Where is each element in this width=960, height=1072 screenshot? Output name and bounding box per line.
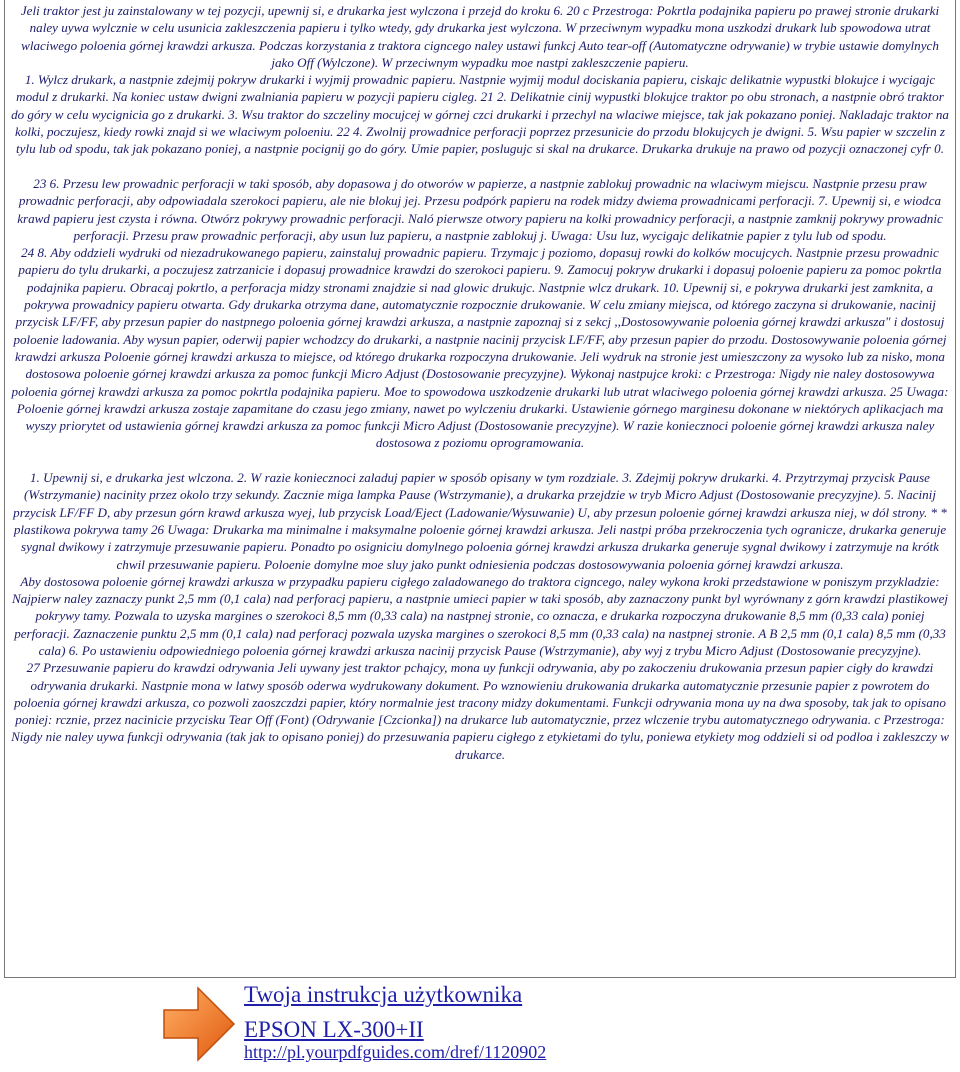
paragraph-2: 1. Wylcz drukark, a nastpnie zdejmij pokryw drukarki i wyjmij prowadnic papieru. Nastpnie wyjmij modul dociskania papieru, ciskajc delikatnie wypustki blokujce i wycigajc modul z drukarki. Na koniec ustaw dwigni zwalniania papieru w pozycji papieru cigleg. 21 2. Delikatnie cinij wypustki blokujce traktor po obu stronach, a nastpnie obró traktor do góry w celu wycignicia go z drukarki. 3. Wsu traktor do szczeliny mocujcej w górnej czci drukarki i przechyl na wlaciwe miejsce, tak jak pokazano poniej. Nakladajc traktor na kolki, poczujesz, kiedy rowki znajd si we wlaciwym poloeniu. 22 4. Zwolnij prowadnice perforacji poprzez przesunicie do przodu blokujcych je dwigni. 5. Wsu papier w szczelin z tylu lub od spodu, tak jak pokazano poniej, a nastpnie pocignij go do góry. Umie papier, poslugujc si skal na drukarce. Drukarka drukuje na prawo od pozycji oznaczonej cyfr 0. [11, 72, 949, 157]
footer [158, 978, 958, 1072]
paragraph-gap [9, 452, 951, 469]
paragraph-4: 24 8. Aby oddzieli wydruki od niezadrukowanego papieru, zainstaluj prowadnic papieru. Trzymajc j poziomo, dopasuj rowki do kolków mocujcych. Nastpnie przesu prowadnic papieru do tylu drukarki, a poczujesz zatrzanicie i dopasuj prowadnice krawdzi do szerokoci papieru. 9. Zamocuj pokryw drukarki i dopasuj poloenie papieru za pomoc pokrtla podajnika papieru. Obracaj pokrtlo, a perforacja midzy stronami znajdzie si nad glowic drukujc. Nastpnie wlcz drukark. 10. Upewnij si, e pokrywa drukarki jest zamknita, a pokrywa prowadnicy papieru otwarta. Gdy drukarka otrzyma dane, automatycznie rozpocznie drukowanie. W celu zmiany miejsca, od którego zaczyna si drukowanie, nacinij przycisk LF/FF, aby przesun papier do nastpnego poloenia górnej krawdzi arkusza, a nastpnie zapoznaj si z sekcj ,,Dostosowywanie poloenia górnej krawdzi arkusza" i dostosuj poloenie ladowania. Aby wysun papier, oderwij papier wchodzcy do drukarki, a nastpnie nacinij przycisk LF/FF, aby przesun papier do przodu. Dostosowywanie poloenia górnej krawdzi arkusza Poloenie górnej krawdzi arkusza to miejsce, od którego drukarka rozpoczyna drukowanie. Jeli wydruk na stronie jest umieszczony za wysoko lub za nisko, mona dostosowa poloenie górnej krawdzi arkusza za pomoc funkcji Micro Adjust (Dostosowanie precyzyjne). Wykonaj nastpujce kroki: c Przestroga: Nigdy nie naley dostosowywa poloenia górnej krawdzi arkusza za pomoc pokrtla podajnika papieru. Moe to spowodowa uszkodzenie drukarki lub utrat wlaciwego poloenia górnej krawdzi arkusza. 25 Uwaga: Poloenie górnej krawdzi arkusza zostaje zapamitane do czasu jego zmiany, nawet po wylczeniu drukarki. Ustawienie górnego marginesu dokonane w niektórych aplikacjach ma wyszy priorytet od ustawienia górnej krawdzi arkusza za pomoc funkcji Micro Adjust (Dostosowanie precyzyjne). W razie koniecznoci poloenie górnej krawdzi arkusza naley dostosowa z poziomu oprogramowania. [11, 245, 949, 451]
paragraph-7: 27 Przesuwanie papieru do krawdzi odrywania Jeli uywany jest traktor pchajcy, mona uy funkcji odrywania, aby po zakoczeniu drukowania przesun papier cigły do krawdzi odrywania drukarki. Nastpnie mona w latwy sposób oderwa wydrukowany dokument. Po wznowieniu drukowania drukarka automatycznie przesunie papier z powrotem do poloenia górnej krawdzi arkusza, co pozwoli zaoszczdzi papier, który normalnie jest tracony midzy dokumentami. Funkcji odrywania mona uy na dwa sposoby, tak jak to opisano poniej: rcznie, przez nacinicie przycisku Tear Off (Font) (Odrywanie [Czcionka]) na drukarce lub automatycznie, przez wlczenie trybu automatycznego odrywania. c Przestroga: Nigdy nie naley uywa funkcji odrywania (tak jak to opisano poniej) do przesuwania papieru cigłego z etykietami do tylu, poniewa etykiety mog oddzieli si od podloa i zakleszczy w drukarce. [11, 660, 949, 762]
manual-title-link[interactable]: Twoja instrukcja użytkownika [244, 982, 523, 1007]
paragraph-6: Aby dostosowa poloenie górnej krawdzi arkusza w przypadku papieru cigłego zaladowanego do traktora cigncego, naley wykona kroki przedstawione w poniszym przykladzie: Najpierw naley zaznaczy punkt 2,5 mm (0,1 cala) nad perforacj papieru, a nastpnie umieci papier w taki sposób, aby zaznaczony punkt byl wyrównany z górn krawdzi plastikowej pokrywy tamy. Pozwala to uzyska margines o szerokoci 8,5 mm (0,33 cala) na nastpnej stronie, co oznacza, e drukarka rozpoczyna drukowanie 8,5 mm (0,33 cala) poniej perforacji. Zaznaczenie punktu 2,5 mm (0,1 cala) nad perforacj pozwala uzyska margines o szerokoci 8,5 mm (0,33 cala) na nastpnej stronie. A B 2,5 mm (0,1 cala) 8,5 mm (0,33 cala) 6. Po ustawieniu odpowiedniego poloenia górnej krawdzi arkusza nacinij przycisk Pause (Wstrzymanie), aby wyj z trybu Micro Adjust (Dostosowanie precyzyjne). [11, 573, 949, 658]
paragraph-3: 23 6. Przesu lew prowadnic perforacji w taki sposób, aby dopasowa j do otworów w papierze, a nastpnie zablokuj prowadnic na wlaciwym miejscu. Nastpnie przesu praw prowadnic perforacji, aby odpowiadala szerokoci papieru, ale nie blokuj jej. Przesu podpórk papieru na rodek midzy dwiema prowadnicami perforacji. 7. Upewnij si, e wiodca krawd papieru jest czysta i równa. Otwórz pokrywy prowadnic perforacji. Naló pierwsze otwory papieru na kolki prowadnicy perforacji, a nastpnie zamknij pokrywy prowadnic perforacji. Przesu praw prowadnic perforacji, aby usun luz papieru, a nastpnie zablokuj j. Uwaga: Usu luz, wycigajc delikatnie papier z tylu lub od spodu. [17, 175, 943, 243]
document-page [4, 0, 956, 978]
model-link[interactable]: EPSON LX-300+II [244, 1017, 424, 1042]
orange-arrow-icon [158, 980, 238, 1068]
url-link[interactable]: http://pl.yourpdfguides.com/dref/1120902 [244, 1042, 547, 1062]
paragraph-gap [9, 158, 951, 175]
paragraph-1: Jeli traktor jest ju zainstalowany w tej pozycji, upewnij si, e drukarka jest wylczona i przejd do kroku 6. 20 c Przestroga: Pokrtla podajnika papieru po prawej stronie drukarki naley uywa wylcznie w celu usunicia zakleszczenia papieru i tylko wtedy, gdy drukarka jest wylczona. W przeciwnym wypadku mona uszkodzi drukark lub spowodowa utrat wlaciwego poloenia górnej krawdzi arkusza. Podczas korzystania z traktora cigncego naley ustawi funkcj Auto tear-off (Automatyczne odrywanie) w trybie ustawie domylnych jako Off (Wylczone). W przeciwnym wypadku moe nastpi zakleszczenie papieru. [20, 3, 940, 70]
paragraph-5: 1. Upewnij si, e drukarka jest wlczona. 2. W razie koniecznoci zaladuj papier w sposób opisany w tym rozdziale. 3. Zdejmij pokryw drukarki. 4. Przytrzymaj przycisk Pause (Wstrzymanie) nacinity przez okolo trzy sekundy. Zacznie miga lampka Pause (Wstrzymanie), a drukarka przejdzie w tryb Micro Adjust (Dostosowanie precyzyjne). 5. Nacinij przycisk LF/FF D, aby przesun górn krawd arkusza wyej, lub przycisk Load/Eject (Ladowanie/Wysuwanie) U, aby przesun poloenie górnej krawdzi arkusza niej, w dól strony. * * plastikowa pokrywa tamy 26 Uwaga: Drukarka ma minimalne i maksymalne poloenie górnej krawdzi arkusza. Jeli nastpi próba przekroczenia tych ogranicze, drukarka generuje sygnal dwikowy i zatrzymuje przesuwanie papieru. Ponadto po osigniciu domylnego poloenia górnej krawdzi arkusza drukarka generuje sygnal dwikowy i zatrzymuje na krótk chwil przesuwanie papieru. Poloenie domylne moe sluy jako punkt odniesienia podczas dostosowywania poloenia górnej krawdzi arkusza. [13, 470, 947, 572]
